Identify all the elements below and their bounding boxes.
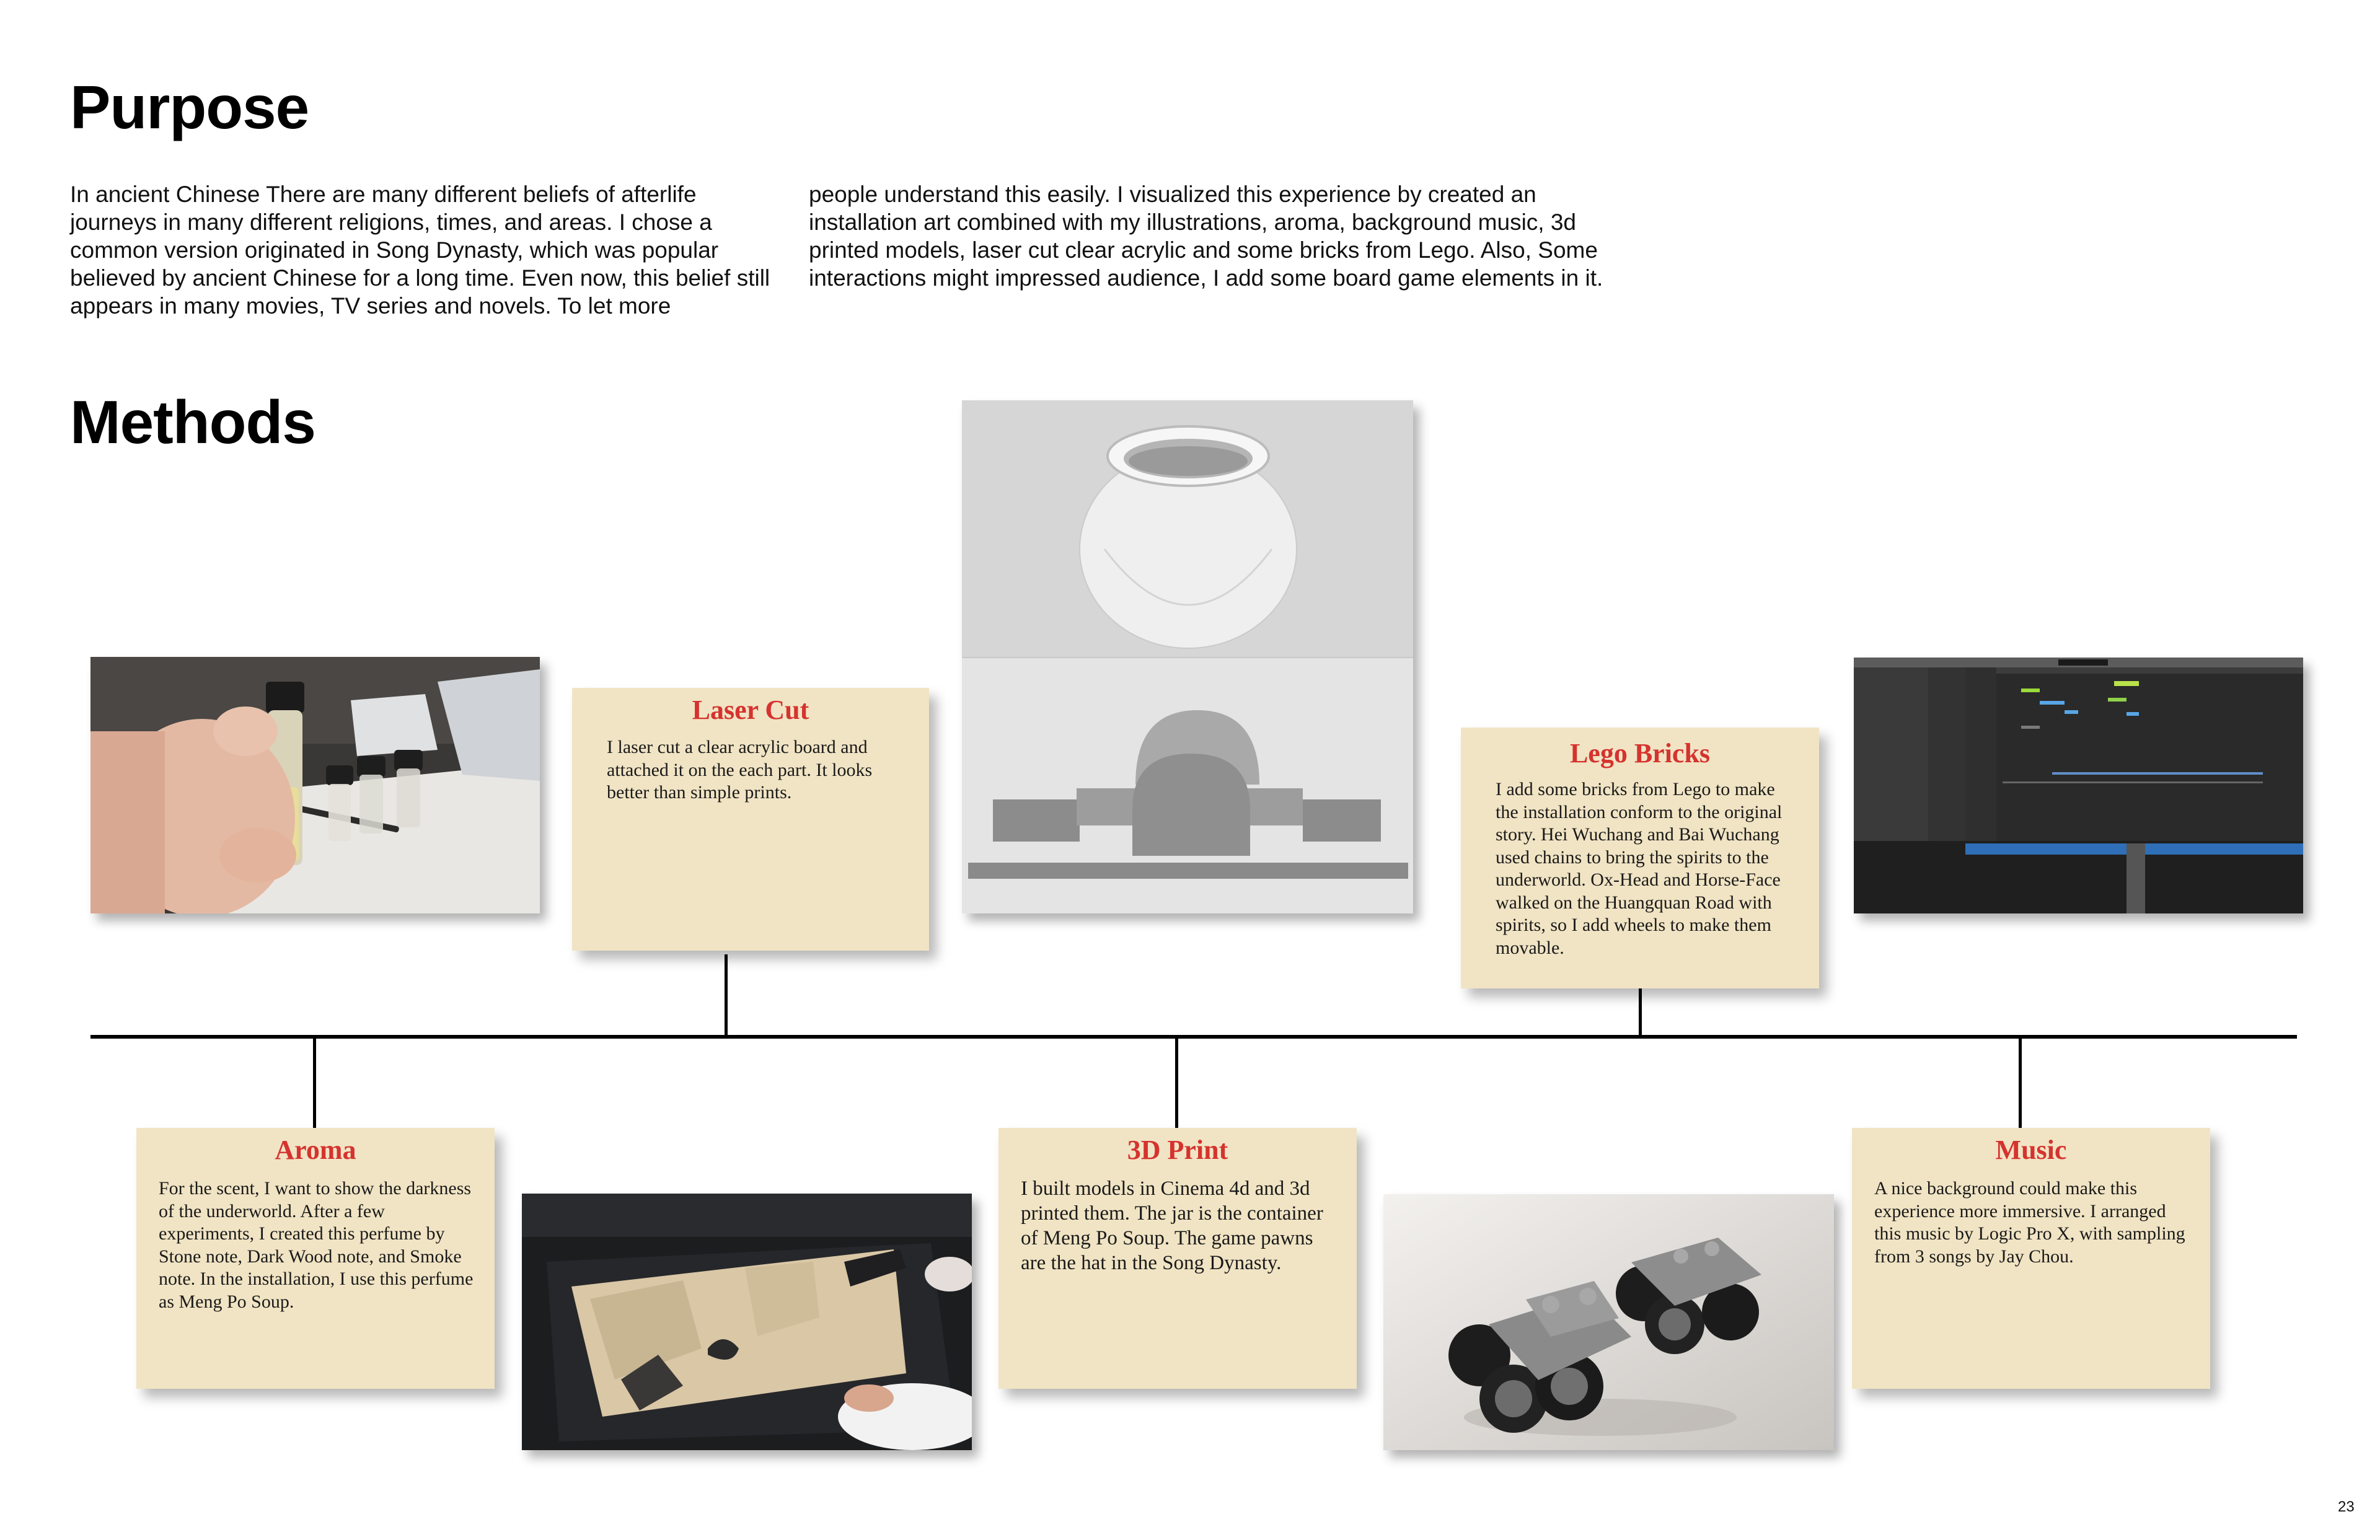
connector-laser-cut <box>725 954 728 1037</box>
card-laser-cut <box>572 688 929 951</box>
connector-music <box>2019 1037 2022 1128</box>
card-music-body: A nice background could make this experience more immersive. I arranged this music by Logic Pro X, with sampling from 3 songs by Jay Chou. <box>1874 1178 2185 1267</box>
card-aroma-body: For the scent, I want to show the darkness of the underworld. After a few experiments, I created this perfume by Stone note, Dark Wood note, and Smoke note. In the installation, I use this perfume as Meng Po Soup. <box>159 1178 474 1312</box>
methods-heading: Methods <box>70 388 315 456</box>
card-aroma-title: Aroma <box>275 1135 356 1165</box>
page-number: 23 <box>2338 1498 2355 1515</box>
photo-logic-pro <box>1854 658 2303 913</box>
connector-lego-bricks <box>1639 985 1642 1037</box>
photo-lego-wheels <box>1383 1194 1834 1450</box>
purpose-heading: Purpose <box>70 73 309 141</box>
connector-3d-print <box>1175 1037 1178 1128</box>
card-laser-cut-title: Laser Cut <box>692 695 809 725</box>
photo-perfume-vials <box>90 657 540 913</box>
card-lego-bricks-title: Lego Bricks <box>1569 738 1711 768</box>
card-music-title: Music <box>1995 1135 2067 1165</box>
purpose-paragraph-col2: people understand this easily. I visualized this experience by created an installation art combined with my illustrations, aroma, background music, 3d printed models, laser cut clear acrylic and some bricks from Lego. Also, Some interactions might impressed audience, I add some board game elements in it. <box>809 182 1603 291</box>
card-lego-bricks-body: I add some bricks from Lego to make the installation conform to the original story. Hei Wuchang and Bai Wuchang used chains to bring the spirits to the underworld. Ox-Head and Horse-Face walked on the Huangquan Road with spirits, so I add wheels to make them movable. <box>1496 779 1783 958</box>
card-aroma <box>136 1128 495 1389</box>
card-3d-print <box>998 1128 1357 1389</box>
purpose-paragraph-col1: In ancient Chinese There are many different beliefs of afterlife journeys in many different religions, times, and areas. I chose a common version originated in Song Dynasty, which was popular believed by ancient Chinese for a long time. Even now, this belief still appears in many movies, TV series and novels. To let more <box>70 182 770 319</box>
card-lego-bricks <box>1461 728 1819 988</box>
card-3d-print-body: I built models in Cinema 4d and 3d printed them. The jar is the container of Meng Po Soup. The game pawns are the hat in the Song Dynasty. <box>1021 1177 1323 1274</box>
photo-laser-cut-acrylic <box>522 1194 972 1450</box>
card-music <box>1852 1128 2210 1389</box>
timeline-line <box>90 1035 2297 1039</box>
card-3d-print-title: 3D Print <box>1127 1135 1228 1165</box>
photo-3d-render <box>962 400 1413 913</box>
card-laser-cut-body: I laser cut a clear acrylic board and attached it on the each part. It looks better than simple prints. <box>607 737 873 803</box>
connector-aroma <box>313 1037 316 1128</box>
